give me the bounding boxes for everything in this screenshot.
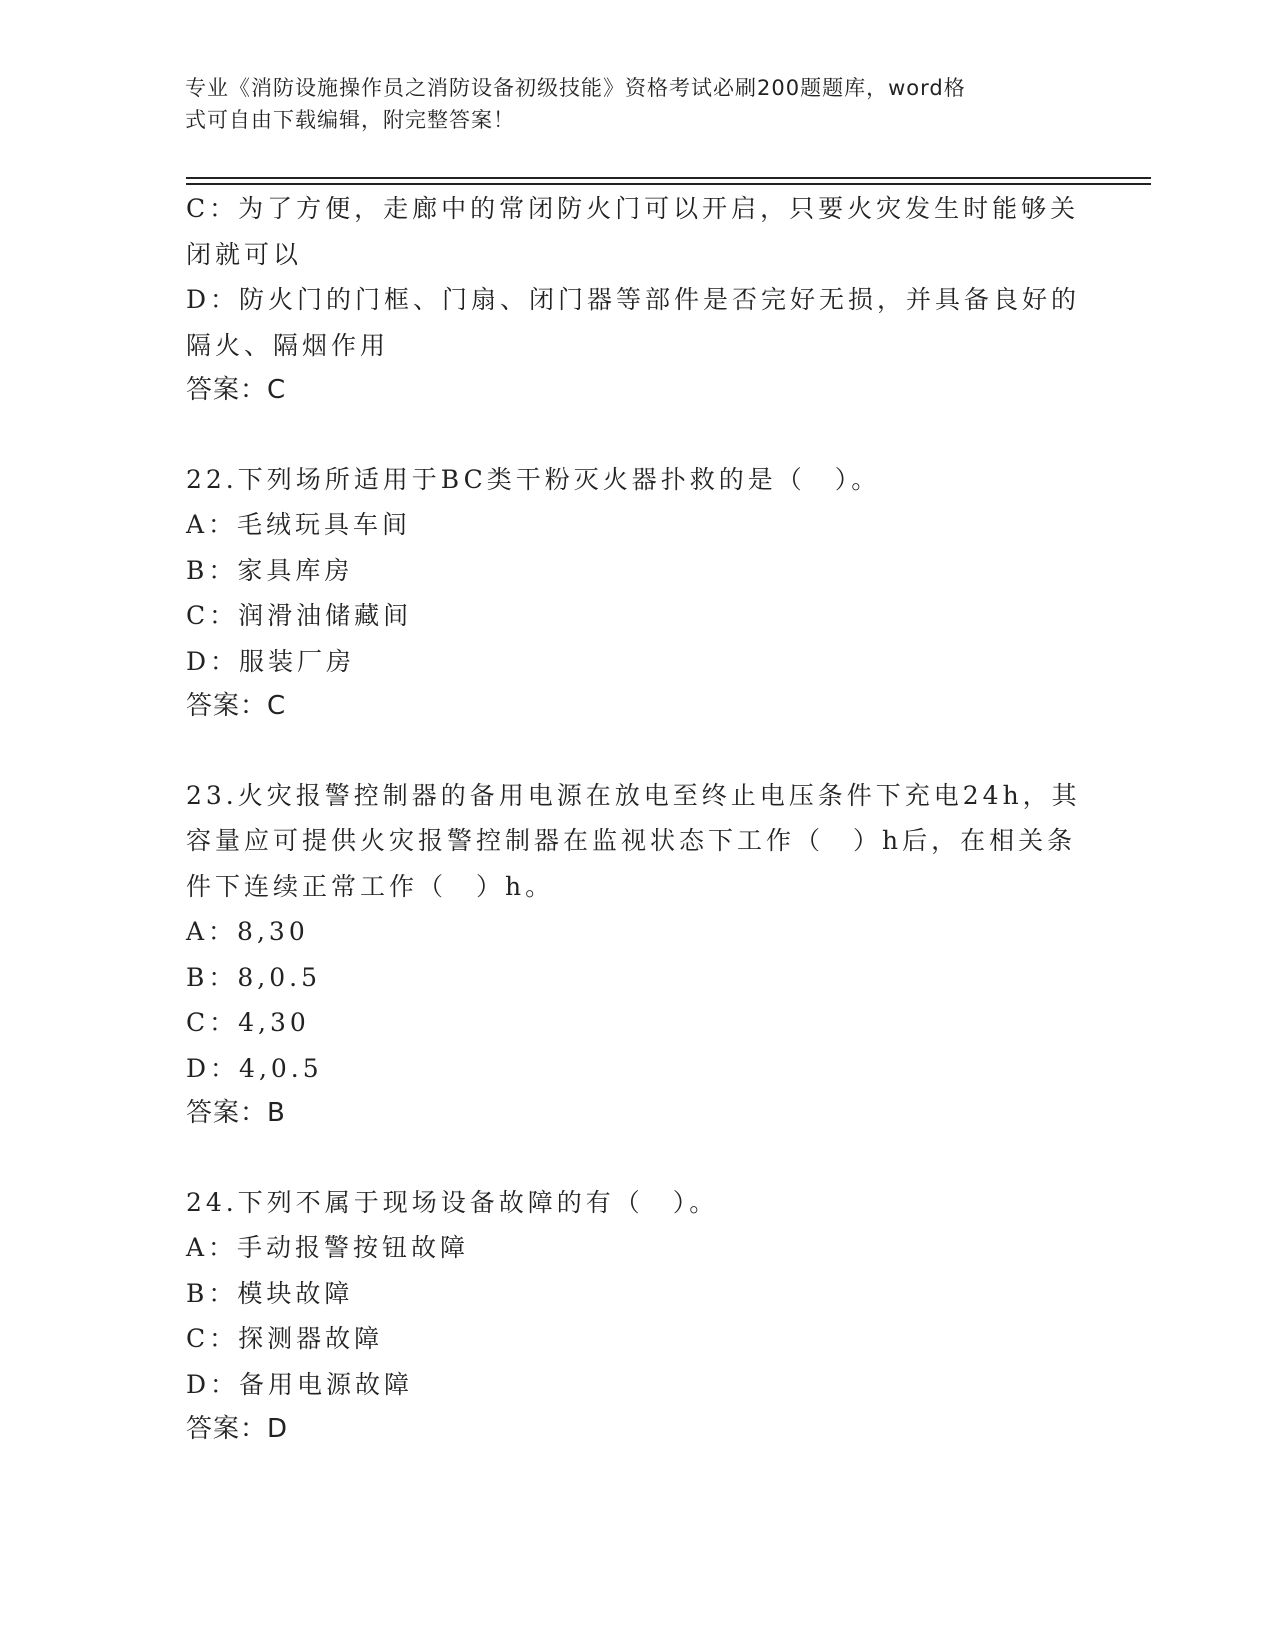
option-d: D：服装厂房 [186,646,356,676]
option-a: A：手动报警按钮故障 [186,1233,470,1262]
spacer [186,730,1086,773]
option-b: B：8,0.5 [186,962,321,992]
question-stem: 23.火灾报警控制器的备用电源在放电至终止电压条件下充电24h，其 [186,780,1081,810]
question-content [186,186,1086,1453]
question-22 [186,457,1086,730]
question-fragment [186,186,1086,414]
option-c: C：4,30 [186,1008,310,1037]
option-b: B：模块故障 [186,1278,354,1308]
option-c: C：润滑油储藏间 [186,601,413,630]
question-stem: 22.下列场所适用于BC类干粉灭火器扑救的是（ ）。 [186,464,881,494]
option-d-line-2: 隔火、隔烟作用 [186,330,390,360]
header-divider-bottom [186,183,1151,185]
document-header [185,72,1065,136]
question-stem: 24.下列不属于现场设备故障的有（ ）。 [186,1187,719,1217]
answer-label: 答案：C [186,375,287,405]
spacer [186,1137,1086,1180]
option-a: A：毛绒玩具车间 [186,510,412,539]
option-c-line-2: 闭就可以 [186,239,303,269]
option-d: D：备用电源故障 [186,1369,414,1399]
question-stem: 容量应可提供火灾报警控制器在监视状态下工作（ ）h后，在相关条 [186,826,1077,855]
header-line-2: 式可自由下载编辑，附完整答案！ [185,108,515,132]
question-23 [186,773,1086,1137]
spacer [186,414,1086,457]
header-line-1: 专业《消防设施操作员之消防设备初级技能》资格考试必刷200题题库，word格 [185,76,966,100]
option-d-line-1: D：防火门的门框、门扇、闭门器等部件是否完好无损，并具备良好的 [186,285,1081,314]
question-24 [186,1180,1086,1453]
question-stem: 件下连续正常工作（ ）h。 [186,871,555,901]
option-a: A：8,30 [186,917,309,946]
option-b: B：家具库房 [186,555,354,585]
answer-label: 答案：C [186,691,287,721]
option-d: D：4,0.5 [186,1053,323,1083]
answer-label: 答案：D [186,1414,289,1444]
option-c-line-1: C：为了方便，走廊中的常闭防火门可以开启，只要火灾发生时能够关 [186,194,1080,223]
header-divider-top [186,177,1151,179]
answer-label: 答案：B [186,1098,286,1128]
option-c: C：探测器故障 [186,1324,384,1353]
